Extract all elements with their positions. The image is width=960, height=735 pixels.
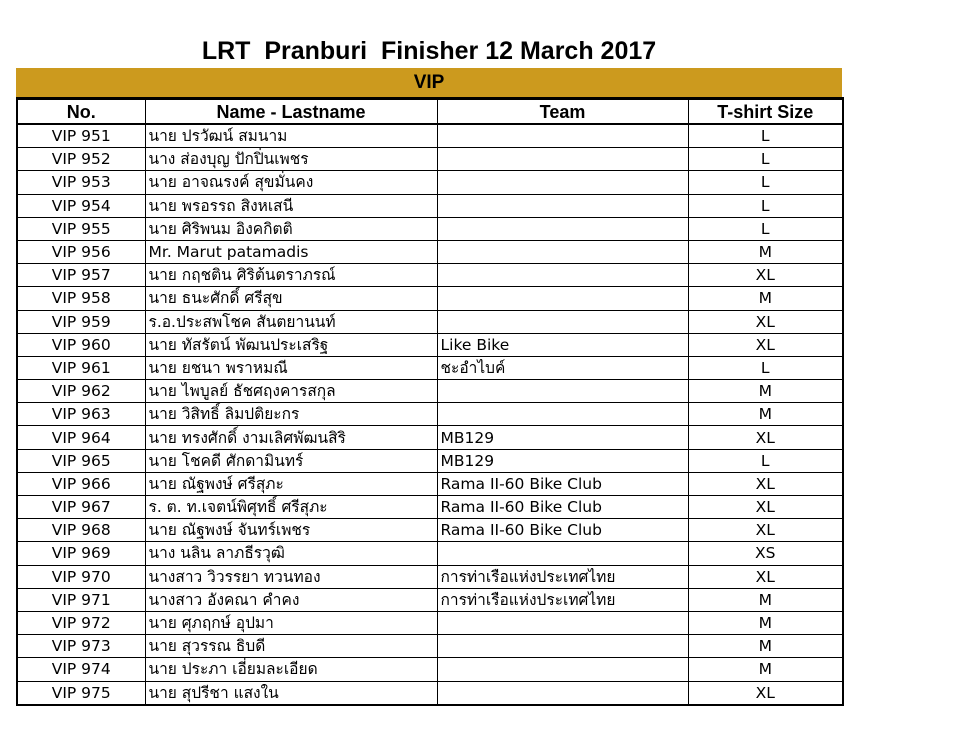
cell-team [437, 287, 688, 310]
cell-team [437, 611, 688, 634]
cell-no: VIP 962 [17, 380, 145, 403]
cell-size: M [688, 658, 843, 681]
column-header-no: No. [17, 99, 145, 125]
table-row [17, 171, 843, 194]
cell-team [437, 542, 688, 565]
table-row [17, 240, 843, 263]
table-row [17, 496, 843, 519]
section-banner: VIP [16, 68, 842, 97]
cell-team: Rama II-60 Bike Club [437, 496, 688, 519]
table-row [17, 403, 843, 426]
cell-no: VIP 971 [17, 588, 145, 611]
cell-name: นาย วิสิทธิ์ ลิมปติยะกร [145, 403, 437, 426]
cell-size: XS [688, 542, 843, 565]
table-row [17, 565, 843, 588]
cell-team [437, 658, 688, 681]
cell-team: การท่าเรือแห่งประเทศไทย [437, 565, 688, 588]
cell-size: L [688, 356, 843, 379]
cell-size: M [688, 635, 843, 658]
cell-no: VIP 975 [17, 681, 145, 705]
cell-no: VIP 952 [17, 148, 145, 171]
cell-no: VIP 970 [17, 565, 145, 588]
cell-name: นาง ส่องบุญ ปักปิ่นเพชร [145, 148, 437, 171]
header-row [17, 99, 843, 125]
cell-size: M [688, 403, 843, 426]
table-row [17, 611, 843, 634]
cell-size: M [688, 287, 843, 310]
table-row [17, 681, 843, 705]
cell-name: นาย ไพบูลย์ ธัชศฤงคารสกุล [145, 380, 437, 403]
cell-no: VIP 959 [17, 310, 145, 333]
cell-team [437, 171, 688, 194]
cell-name: นาย ณัฐพงษ์ ศรีสุภะ [145, 472, 437, 495]
cell-size: XL [688, 310, 843, 333]
cell-team [437, 635, 688, 658]
cell-team: ชะอำไบค์ [437, 356, 688, 379]
cell-team [437, 217, 688, 240]
cell-no: VIP 969 [17, 542, 145, 565]
cell-name: นาย ทัสรัตน์ พัฒนประเสริฐ [145, 333, 437, 356]
cell-size: XL [688, 565, 843, 588]
cell-team [437, 194, 688, 217]
page-title: LRT Pranburi Finisher 12 March 2017 [201, 37, 657, 65]
column-header-name: Name - Lastname [145, 99, 437, 125]
cell-no: VIP 967 [17, 496, 145, 519]
cell-size: XL [688, 472, 843, 495]
column-header-size: T-shirt Size [688, 99, 843, 125]
cell-name: ร.อ.ประสพโชค สันตยานนท์ [145, 310, 437, 333]
cell-name: นาย ณัฐพงษ์ จันทร์เพชร [145, 519, 437, 542]
table-row [17, 264, 843, 287]
cell-team [437, 310, 688, 333]
cell-name: นาย สุวรรณ ธิบดี [145, 635, 437, 658]
cell-size: XL [688, 333, 843, 356]
cell-no: VIP 960 [17, 333, 145, 356]
cell-no: VIP 961 [17, 356, 145, 379]
cell-name: นาง นลิน ลาภธีรวุฒิ [145, 542, 437, 565]
cell-name: Mr. Marut patamadis [145, 240, 437, 263]
cell-no: VIP 955 [17, 217, 145, 240]
table-row [17, 519, 843, 542]
cell-name: ร. ต. ท.เจตน์พิศุทธิ์ ศรีสุภะ [145, 496, 437, 519]
cell-no: VIP 972 [17, 611, 145, 634]
cell-name: นาย ธนะศักดิ์ ศรีสุข [145, 287, 437, 310]
cell-name: นาย ศิริพนม อิงคกิตติ [145, 217, 437, 240]
table-row [17, 356, 843, 379]
cell-team: Rama II-60 Bike Club [437, 519, 688, 542]
cell-size: L [688, 171, 843, 194]
table-row [17, 287, 843, 310]
cell-name: นาย ยชนา พราหมณี [145, 356, 437, 379]
cell-team [437, 240, 688, 263]
cell-no: VIP 963 [17, 403, 145, 426]
cell-no: VIP 957 [17, 264, 145, 287]
cell-name: นางสาว อังคณา คำคง [145, 588, 437, 611]
table-row [17, 310, 843, 333]
cell-team [437, 264, 688, 287]
table-row [17, 426, 843, 449]
cell-name: นาย อาจณรงค์ สุขมั่นคง [145, 171, 437, 194]
cell-team: การท่าเรือแห่งประเทศไทย [437, 588, 688, 611]
table-row [17, 588, 843, 611]
cell-size: M [688, 240, 843, 263]
cell-size: XL [688, 426, 843, 449]
cell-size: XL [688, 681, 843, 705]
table-row [17, 449, 843, 472]
table-row [17, 472, 843, 495]
table-row [17, 380, 843, 403]
cell-name: นาย โชคดี ศักดามินทร์ [145, 449, 437, 472]
cell-no: VIP 974 [17, 658, 145, 681]
cell-size: M [688, 588, 843, 611]
cell-size: XL [688, 264, 843, 287]
cell-name: นาย สุปรีชา แสงใน [145, 681, 437, 705]
cell-no: VIP 954 [17, 194, 145, 217]
cell-team [437, 124, 688, 148]
cell-team [437, 403, 688, 426]
cell-team [437, 380, 688, 403]
cell-name: นาย ทรงศักดิ์ งามเลิศพัฒนสิริ [145, 426, 437, 449]
table-row [17, 658, 843, 681]
cell-no: VIP 964 [17, 426, 145, 449]
cell-no: VIP 956 [17, 240, 145, 263]
cell-team: MB129 [437, 426, 688, 449]
cell-size: M [688, 380, 843, 403]
cell-no: VIP 965 [17, 449, 145, 472]
cell-name: นาย ประภา เอี่ยมละเอียด [145, 658, 437, 681]
cell-no: VIP 953 [17, 171, 145, 194]
cell-no: VIP 966 [17, 472, 145, 495]
cell-team: MB129 [437, 449, 688, 472]
cell-team: Like Bike [437, 333, 688, 356]
cell-size: L [688, 449, 843, 472]
cell-size: L [688, 194, 843, 217]
cell-no: VIP 968 [17, 519, 145, 542]
cell-size: L [688, 217, 843, 240]
cell-no: VIP 958 [17, 287, 145, 310]
table-row [17, 194, 843, 217]
cell-team [437, 148, 688, 171]
finisher-table [16, 97, 844, 706]
table-body [17, 124, 843, 705]
cell-no: VIP 973 [17, 635, 145, 658]
table-row [17, 217, 843, 240]
cell-size: M [688, 611, 843, 634]
cell-team: Rama II-60 Bike Club [437, 472, 688, 495]
table-row [17, 148, 843, 171]
cell-size: L [688, 124, 843, 148]
cell-name: นาย กฤชติน ศิริต้นตราภรณ์ [145, 264, 437, 287]
cell-size: L [688, 148, 843, 171]
cell-name: นาย ปรวัฒน์ สมนาม [145, 124, 437, 148]
cell-size: XL [688, 496, 843, 519]
table-row [17, 333, 843, 356]
cell-name: นาย พรอรรถ สิงหเสนี [145, 194, 437, 217]
cell-no: VIP 951 [17, 124, 145, 148]
column-header-team: Team [437, 99, 688, 125]
table-row [17, 124, 843, 148]
cell-name: นาย ศุภฤกษ์ อุปมา [145, 611, 437, 634]
table-row [17, 542, 843, 565]
cell-name: นางสาว วิวรรยา ทวนทอง [145, 565, 437, 588]
cell-size: XL [688, 519, 843, 542]
cell-team [437, 681, 688, 705]
table-row [17, 635, 843, 658]
